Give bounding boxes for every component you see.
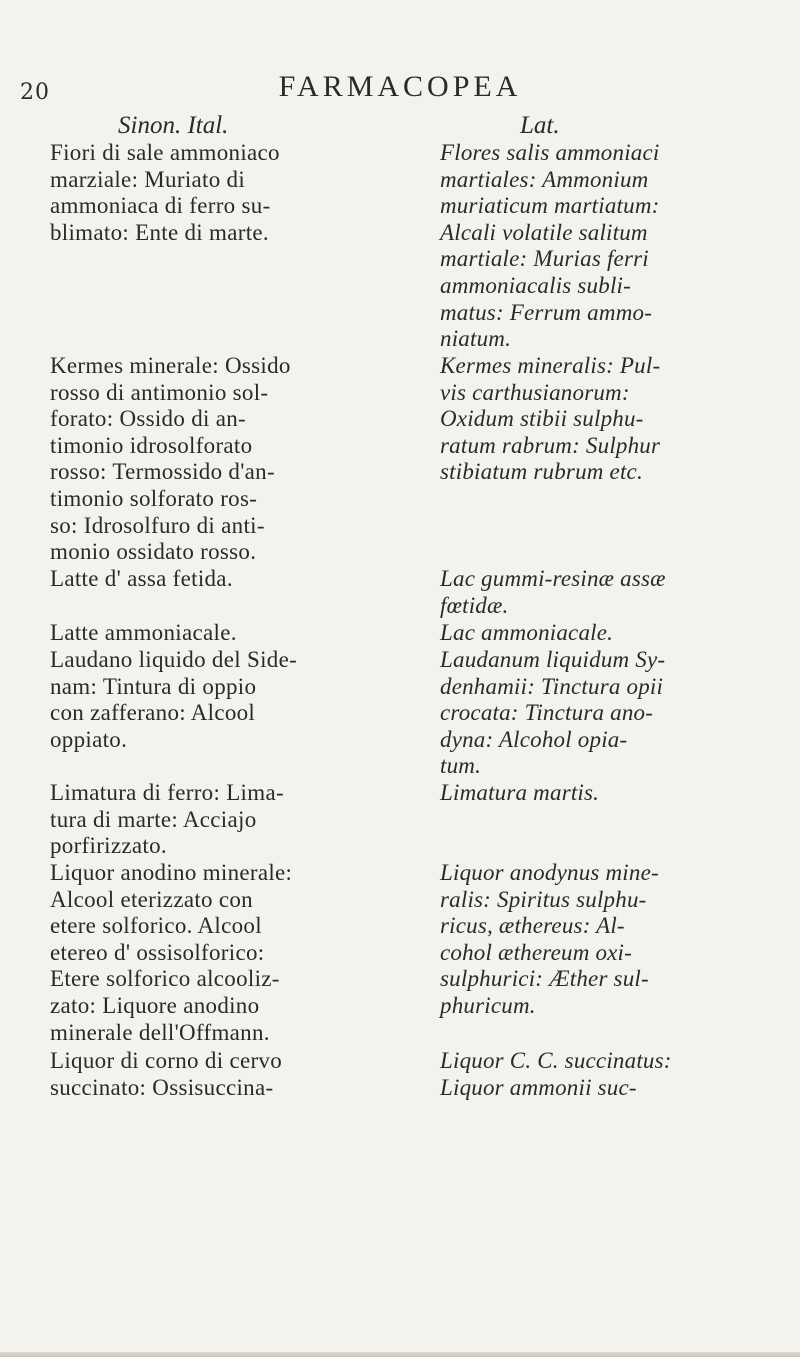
italian-synonyms: Liquor anodino minerale: Alcool eterizzato con etere solforico. Alcool etereo d' ossisolforico: Etere solforico alcooliz- zato: Liquore anodino minerale dell'Offmann. [50, 860, 293, 1045]
italian-synonyms: Latte ammoniacale. [50, 620, 237, 645]
italian-synonyms: Fiori di sale ammoniaco marziale: Muriato di ammoniaca di ferro su- blimato: Ente di marte. [50, 140, 280, 245]
italian-synonyms: Latte d' assa fetida. [50, 566, 233, 591]
italian-column-heading: Sinon. Ital. [118, 112, 229, 139]
italian-synonyms: Laudano liquido del Side- nam: Tintura di oppio con zafferano: Alcool oppiato. [50, 647, 298, 752]
italian-synonyms: Limatura di ferro: Lima- tura di marte: Acciajo porfirizzato. [50, 780, 284, 859]
italian-synonyms: Liquor di corno di cervo succinato: Ossisuccina- [50, 1048, 283, 1100]
latin-synonyms: Liquor anodynus mine- ralis: Spiritus sulphu- ricus, æthereus: Al- cohol æthereum oxi- sulphurici: Æther sul- phuricum. [440, 860, 659, 1018]
latin-synonyms: Flores salis ammoniaci martiales: Ammonium muriaticum martiatum: Alcali volatile salitum martiale: Murias ferri ammoniacalis subli- matus: Ferrum ammo- niatum. [440, 140, 660, 352]
latin-synonyms: Lac gummi-resinæ assæ fœtidæ. [440, 566, 666, 618]
running-title: FARMACOPEA [278, 70, 522, 103]
latin-synonyms: Limatura martis. [440, 780, 600, 805]
page-number: 20 [20, 80, 50, 105]
italian-synonyms: Kermes minerale: Ossido rosso di antimonio sol- forato: Ossido di an- timonio idrosolforato rosso: Termossido d'an- timonio solforato ros- so: Idrosolfuro di anti- monio ossidato rosso. [50, 353, 291, 565]
latin-synonyms: Kermes mineralis: Pul- vis carthusianorum: Oxidum stibii sulphu- ratum rabrum: Sulphur stibiatum rubrum etc. [440, 353, 661, 485]
latin-column-heading: Lat. [520, 112, 560, 139]
page-bottom-edge [0, 1352, 800, 1357]
latin-synonyms: Lac ammoniacale. [440, 620, 614, 645]
latin-synonyms: Liquor C. C. succinatus: Liquor ammonii suc- [440, 1048, 672, 1100]
latin-synonyms: Laudanum liquidum Sy- denhamii: Tinctura opii crocata: Tinctura ano- dyna: Alcohol opia- tum. [440, 647, 666, 779]
